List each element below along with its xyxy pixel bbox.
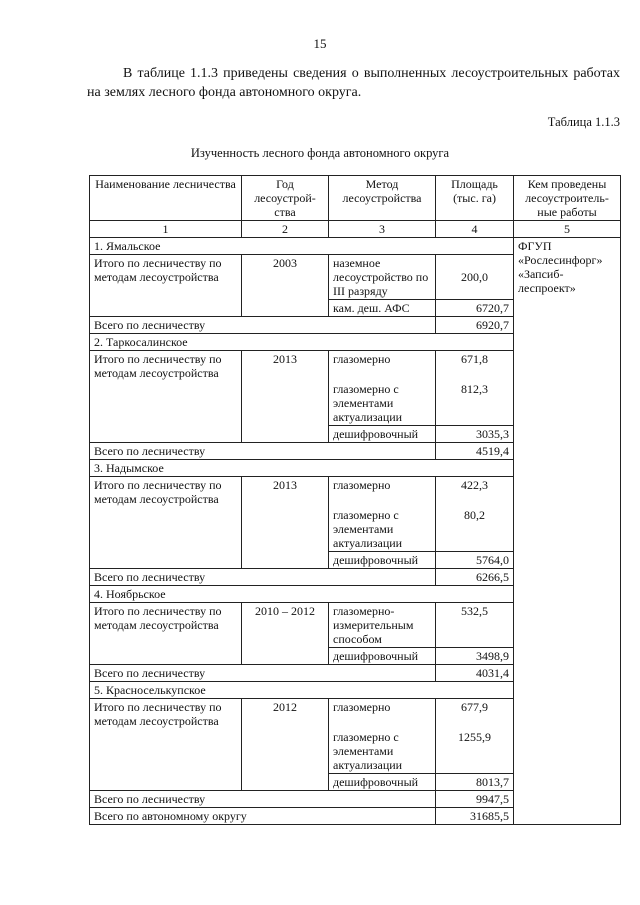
method-label: наземное лесоустройство по III разряду [329,255,436,300]
intro-text: В таблице 1.1.3 приведены сведения о выполненных лесоустроительных работах на землях лесного фонда автономного округа. [87,66,620,100]
section-name: 1. Ямальское [90,238,514,255]
column-number: 2 [242,221,329,238]
method-text: глазомерно [333,478,391,492]
table-title: Изученность лесного фонда автономного округа [190,146,450,160]
column-number: 4 [436,221,514,238]
method-label: глазомерно с элементами актуализации [329,507,436,552]
intro-paragraph [87,64,620,102]
total-value: 6266,5 [436,569,514,586]
method-label [329,351,436,382]
header-row [90,176,621,221]
column-number: 3 [329,221,436,238]
survey-year: 2013 [242,351,329,443]
itogo-label: Итого по лесничеству по методам лесоустройства [90,477,242,569]
column-number-row [90,221,621,238]
header-area: Площадь (тыс. га) [436,176,514,221]
contractor-line: «Запсиб- [518,267,564,281]
area-value: 532,5 [436,603,514,648]
total-label: Всего по лесничеству [90,317,436,334]
area-value: 80,2 [436,507,514,552]
area-value: 677,9 [436,699,514,730]
area-value: 812,3 [436,381,514,426]
column-number: 1 [90,221,242,238]
method-label: дешифровочный [329,648,436,665]
contractor-line: ФГУП [518,239,552,253]
forest-survey-table [89,175,621,825]
method-label [329,699,436,730]
method-label: дешифровочный [329,774,436,791]
section-header-row [90,238,621,255]
area-value: 6720,7 [436,300,514,317]
area-value: 200,0 [436,255,514,300]
column-number: 5 [514,221,621,238]
header-contractor: Кем проведены лесоустроитель-ные работы [514,176,621,221]
method-label: кам. деш. АФС [329,300,436,317]
method-label [329,477,436,508]
method-text: глазомерно [333,700,391,714]
area-value: 671,8 [436,351,514,382]
survey-year: 2003 [242,255,329,317]
survey-year: 2013 [242,477,329,569]
page-number: 15 [313,36,327,51]
section-name: 3. Надымское [90,460,514,477]
survey-year: 2010 – 2012 [242,603,329,665]
area-value: 5764,0 [436,552,514,569]
method-label: дешифровочный [329,552,436,569]
method-text: глазомерно [333,352,391,366]
total-value: 6920,7 [436,317,514,334]
area-value: 3498,9 [436,648,514,665]
method-label: глазомерно с элементами актуализации [329,729,436,774]
total-label: Всего по лесничеству [90,443,436,460]
header-name: Наименование лесничества [90,176,242,221]
header-method: Метод лесоустройства [329,176,436,221]
total-value: 4519,4 [436,443,514,460]
table-number: Таблица 1.1.3 [547,115,620,129]
method-label: глазомерно-измерительным способом [329,603,436,648]
method-label: дешифровочный [329,426,436,443]
contractor-cell [514,238,621,825]
section-name: 4. Ноябрьское [90,586,514,603]
total-label: Всего по лесничеству [90,569,436,586]
itogo-label: Итого по лесничеству по методам лесоустройства [90,255,242,317]
grand-total-label: Всего по автономному округу [90,808,436,825]
itogo-label: Итого по лесничеству по методам лесоустройства [90,699,242,791]
total-label: Всего по лесничеству [90,791,436,808]
method-label: глазомерно с элементами актуализации [329,381,436,426]
contractor-line: леспроект» [518,281,576,295]
section-name: 5. Красноселькупское [90,682,514,699]
area-value: 1255,9 [436,729,514,774]
itogo-label: Итого по лесничеству по методам лесоустройства [90,351,242,443]
total-value: 4031,4 [436,665,514,682]
area-value: 3035,3 [436,426,514,443]
header-year: Год лесоустрой-ства [242,176,329,221]
grand-total-value: 31685,5 [436,808,514,825]
survey-year: 2012 [242,699,329,791]
itogo-label: Итого по лесничеству по методам лесоустройства [90,603,242,665]
area-value: 422,3 [436,477,514,508]
section-name: 2. Таркосалинское [90,334,514,351]
total-label: Всего по лесничеству [90,665,436,682]
total-value: 9947,5 [436,791,514,808]
area-value: 8013,7 [436,774,514,791]
contractor-line: «Рослесинфорг» [518,253,603,267]
